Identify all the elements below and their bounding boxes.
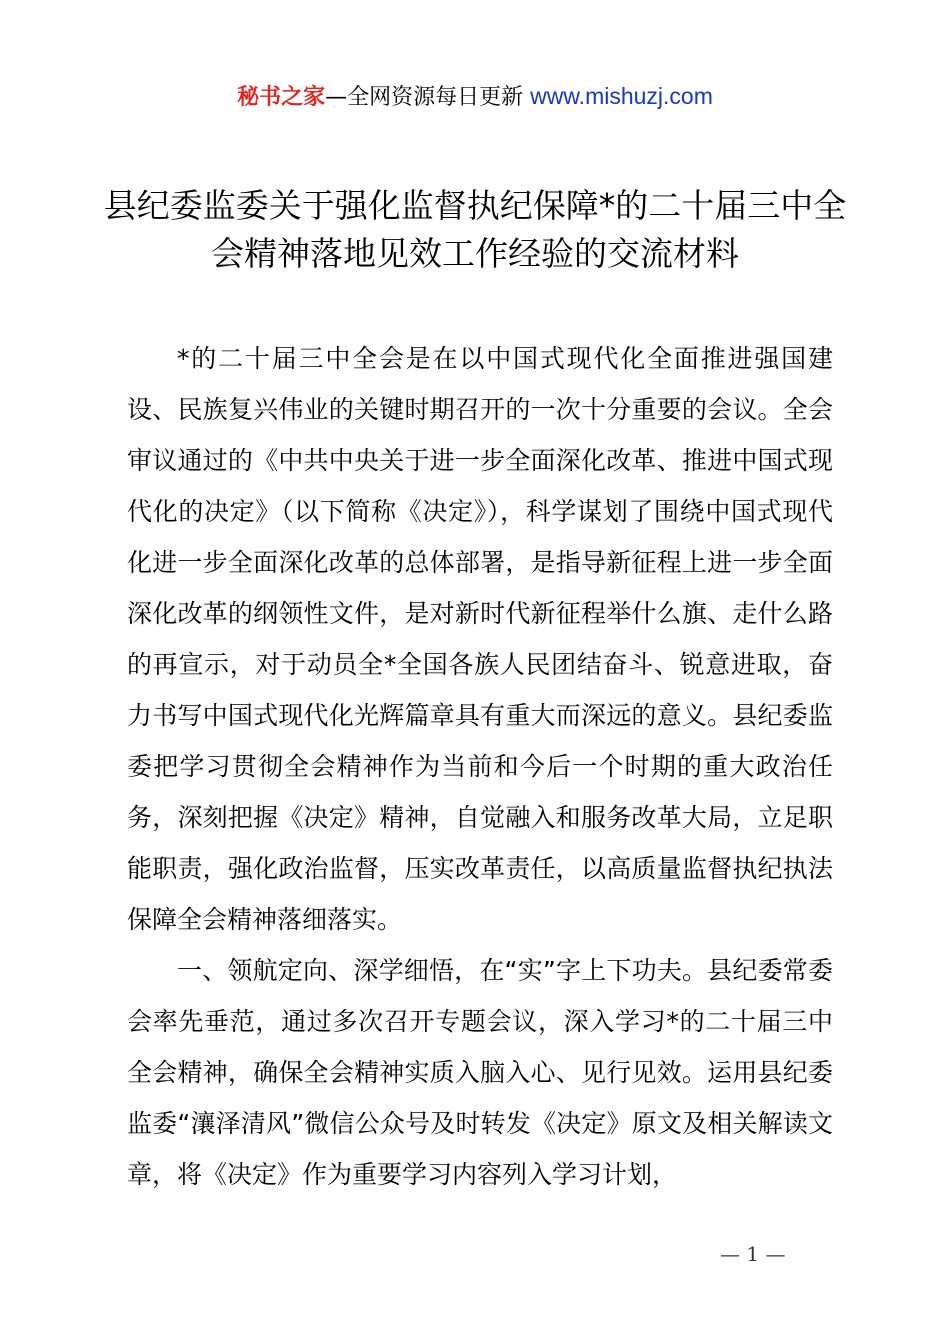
paragraph: 一、领航定向、深学细悟，在“实”字上下功夫。县纪委常委会率先垂范，通过多次召开专题会议，深入学习*的二十届三中全会精神，确保全会精神实质入脑入心、见行见效。运用县纪委监委“瀼泽清风”微信公众号及时转发《决定》原文及相关解读文章，将《决定》作为重要学习内容列入学习计划，	[127, 956, 833, 1189]
document-body	[127, 333, 833, 1200]
brand-name: 秘书之家	[237, 85, 326, 110]
site-header	[0, 80, 950, 114]
paragraph: *的二十届三中全会是在以中国式现代化全面推进强国建设、民族复兴伟业的关键时期召开的一次十分重要的会议。全会审议通过的《中共中央关于进一步全面深化改革、推进中国式现代化的决定》（以下简称《决定》），科学谋划了围绕中国式现代化进一步全面深化改革的总体部署，是指导新征程上进一步全面深化改革的纲领性文件，是对新时代新征程举什么旗、走什么路的再宣示，对于动员全*全国各族人民团结奋斗、锐意进取，奋力书写中国式现代化光辉篇章具有重大而深远的意义。县纪委监委把学习贯彻全会精神作为当前和今后一个时期的重大政治任务，深刻把握《决定》精神，自觉融入和服务改革大局，立足职能职责，强化政治监督，压实改革责任，以高质量监督执纪执法保障全会精神落细落实。	[127, 344, 833, 934]
document-title: 县纪委监委关于强化监督执纪保障*的二十届三中全会精神落地见效工作经验的交流材料	[103, 186, 847, 273]
brand-tagline: —全网资源每日更新	[325, 85, 524, 110]
site-url[interactable]: www.mishuzj.com	[530, 83, 713, 109]
page-number: — 1 —	[720, 1242, 786, 1266]
